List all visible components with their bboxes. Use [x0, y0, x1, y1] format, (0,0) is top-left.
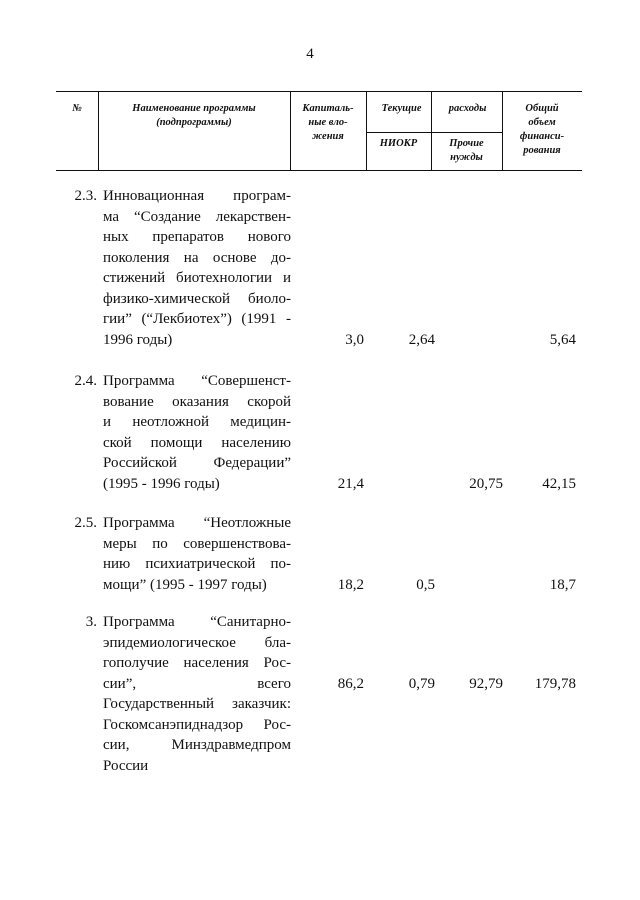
row-name-line: меры по совершенствова-	[103, 535, 291, 552]
header-capital-line3: жения	[312, 131, 344, 142]
row-name-line: Госкомсанэпиднадзор Рос-	[103, 716, 291, 733]
row-number: 3.	[85, 614, 97, 630]
row-niokr-value: 2,64	[408, 331, 435, 348]
row-capital-value: 21,4	[337, 475, 364, 492]
row-name-line: мощи” (1995 - 1997 годы)	[103, 576, 267, 593]
header-capital-line1: Капиталь-	[302, 103, 354, 114]
row-name-line: эпидемиологическое бла-	[103, 634, 291, 651]
header-capital	[290, 102, 366, 144]
row-name-line: ской помощи населению	[103, 434, 291, 451]
header-number: №	[72, 103, 82, 114]
row-name-line: стижений биотехнологии и	[103, 270, 291, 286]
row-name-line: сии, Минздравмедпром	[103, 737, 291, 753]
row-name-line: Программа “Совершенст-	[103, 373, 291, 389]
row-program-name	[103, 612, 291, 776]
header-other-line1: Прочие	[449, 138, 484, 149]
table-header	[56, 91, 582, 171]
header-program-name	[98, 102, 290, 130]
header-total-line1: Общий	[525, 103, 559, 114]
row-name-line: Программа “Неотложные	[103, 515, 291, 531]
row-name-line: физико-химической биоло-	[103, 290, 291, 307]
header-total-line3: финанси-	[519, 131, 565, 142]
row-total-value: 179,78	[534, 675, 576, 692]
header-other-needs	[431, 137, 502, 165]
row-name-line: Программа “Санитарно-	[103, 614, 291, 630]
row-name-line: сии”, всего	[103, 675, 291, 692]
row-other-value: 92,79	[469, 675, 503, 692]
header-program-name-line2: (подпрограммы)	[156, 117, 232, 128]
row-total-value: 42,15	[542, 475, 576, 492]
row-name-line: Государственный заказчик:	[103, 696, 291, 712]
row-niokr-value: 0,5	[416, 576, 435, 593]
page-number: 4	[306, 46, 314, 62]
header-total-line2: объем	[528, 117, 556, 128]
row-number: 2.4.	[74, 373, 97, 389]
row-name-line: России	[103, 757, 149, 774]
row-number: 2.5.	[74, 515, 97, 531]
row-program-name	[103, 186, 291, 350]
header-total-financing	[502, 102, 582, 158]
row-name-line: (1995 - 1996 годы)	[103, 475, 220, 492]
row-total-value: 18,7	[549, 576, 576, 593]
row-name-line: вование оказания скорой	[103, 393, 291, 410]
header-total-line4: рования	[523, 145, 561, 156]
row-name-line: и неотложной медицин-	[103, 414, 291, 430]
row-total-value: 5,64	[549, 331, 576, 348]
row-name-line: нию психиатрической по-	[103, 556, 291, 572]
row-name-line: Российской Федерации”	[103, 455, 291, 471]
row-name-line: ма “Создание лекарствен-	[103, 208, 291, 225]
row-program-name	[103, 513, 291, 595]
row-capital-value: 3,0	[345, 331, 364, 348]
row-name-line: 1996 годы)	[103, 331, 173, 348]
row-capital-value: 18,2	[337, 576, 364, 593]
header-current-word1: Текущие	[381, 103, 422, 114]
row-name-line: поколения на основе до-	[103, 249, 291, 266]
row-name-line: гии” (“Лекбиотех”) (1991 -	[103, 311, 291, 327]
header-capital-line2: ные вло-	[308, 117, 348, 128]
header-current-expenses	[366, 102, 502, 116]
header-other-line2: нужды	[450, 152, 483, 163]
row-number: 2.3.	[74, 188, 97, 204]
row-capital-value: 86,2	[337, 675, 364, 692]
row-other-value: 20,75	[469, 475, 503, 492]
row-name-line: Инновационная програм-	[103, 188, 291, 204]
row-program-name	[103, 371, 291, 494]
row-name-line: ных препаратов нового	[103, 229, 291, 245]
header-current-word2: расходы	[448, 103, 487, 114]
row-name-line: гополучие населения Рос-	[103, 655, 291, 671]
row-niokr-value: 0,79	[408, 675, 435, 692]
header-program-name-line1: Наименование программы	[132, 103, 256, 114]
header-niokr: НИОКР	[379, 138, 418, 149]
